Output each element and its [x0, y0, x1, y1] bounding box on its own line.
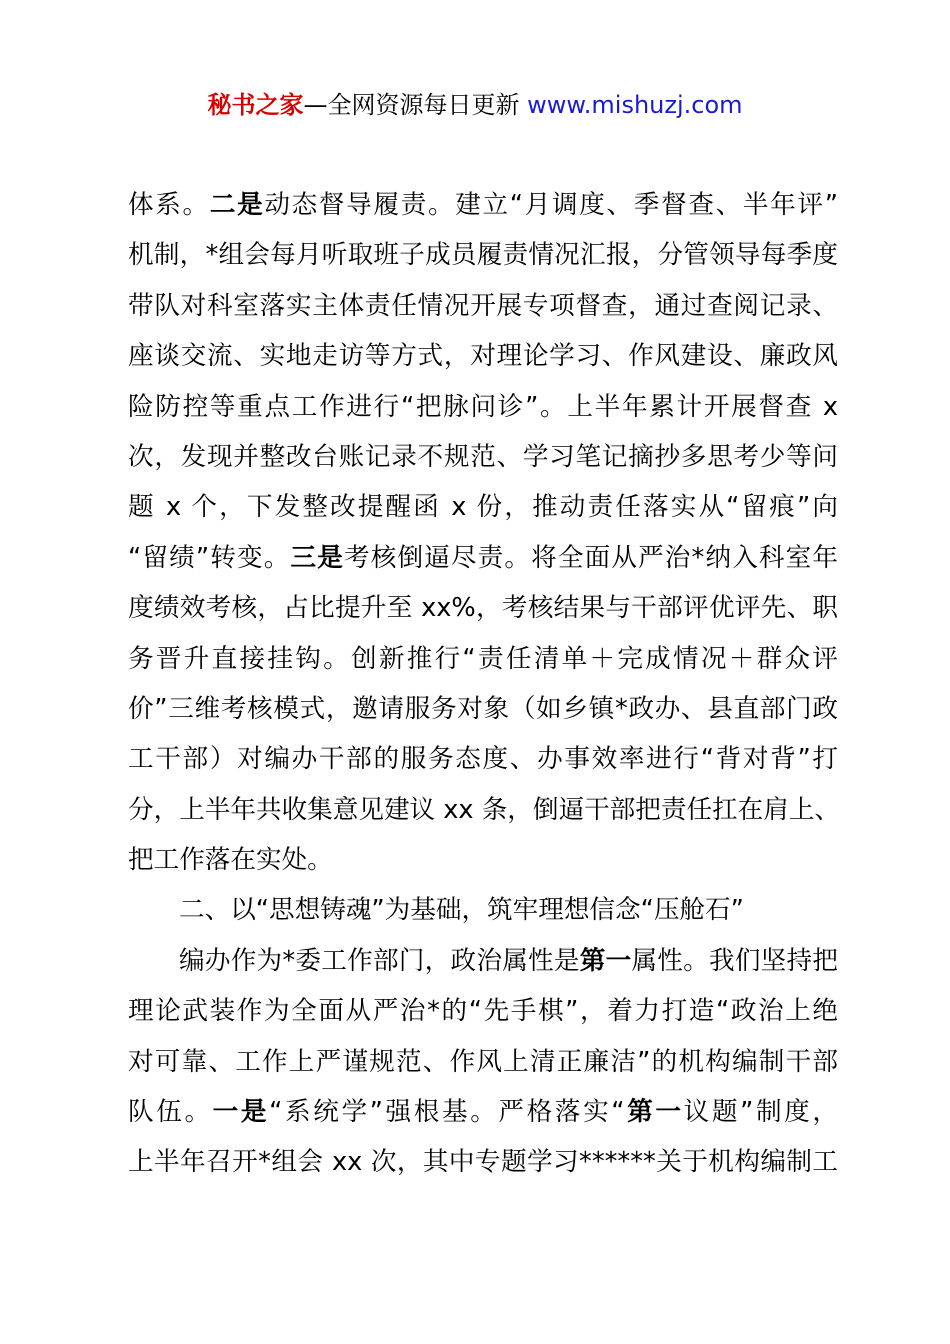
document-body: [128, 180, 841, 1188]
text-line: 次，发现并整改台账记录不规范、学习笔记摘抄多思考少等问: [128, 441, 838, 472]
text-line: 价”三维考核模式，邀请服务对象（如乡镇*政办、县直部门政: [128, 693, 838, 724]
site-url-link[interactable]: www.mishuzj.com: [519, 91, 743, 119]
text-line: “留绩”转变。三是考核倒逼尽责。将全面从严治*纳入科室年: [128, 542, 838, 573]
text-line: 机制，*组会每月听取班子成员履责情况汇报，分管领导每季度: [128, 240, 838, 271]
text-line: 编办作为*委工作部门，政治属性是第一属性。我们坚持把: [179, 945, 838, 976]
brand-name: 秘书之家: [207, 91, 304, 119]
text-line: 把工作落在实处。: [128, 845, 333, 876]
section-heading: 二、以“思想铸魂”为基础，筑牢理想信念“压舱石”: [179, 895, 744, 926]
text-line: 对可靠、工作上严谨规范、作风上清正廉洁”的机构编制干部: [128, 1046, 838, 1077]
text-line: 题 x 个，下发整改提醒函 x 份，推动责任落实从“留痕”向: [128, 492, 838, 523]
text-line: 险防控等重点工作进行“把脉问诊”。上半年累计开展督查 x: [128, 391, 838, 422]
text-line: 带队对科室落实主体责任情况开展专项督查，通过查阅记录、: [128, 290, 838, 321]
text-line: 上半年召开*组会 xx 次，其中专题学习******关于机构编制工: [128, 1147, 838, 1178]
text-line: 体系。二是动态督导履责。建立“月调度、季督查、半年评”: [128, 190, 838, 220]
text-line: 座谈交流、实地走访等方式，对理论学习、作风建设、廉政风: [128, 341, 838, 372]
text-line: 分，上半年共收集意见建议 xx 条，倒逼干部把责任扛在肩上、: [128, 794, 841, 825]
text-line: 队伍。一是“系统学”强根基。严格落实“第一议题”制度，: [128, 1097, 838, 1128]
header-tagline: —全网资源每日更新: [303, 91, 520, 119]
text-line: 理论武装作为全面从严治*的“先手棋”，着力打造“政治上绝: [128, 996, 838, 1027]
text-line: 度绩效考核，占比提升至 xx%，考核结果与干部评优评先、职: [128, 593, 838, 624]
text-line: 务晋升直接挂钩。创新推行“责任清单＋完成情况＋群众评: [128, 643, 838, 674]
site-header: [0, 88, 950, 122]
text-line: 工干部）对编办干部的服务态度、办事效率进行“背对背”打: [128, 744, 838, 775]
